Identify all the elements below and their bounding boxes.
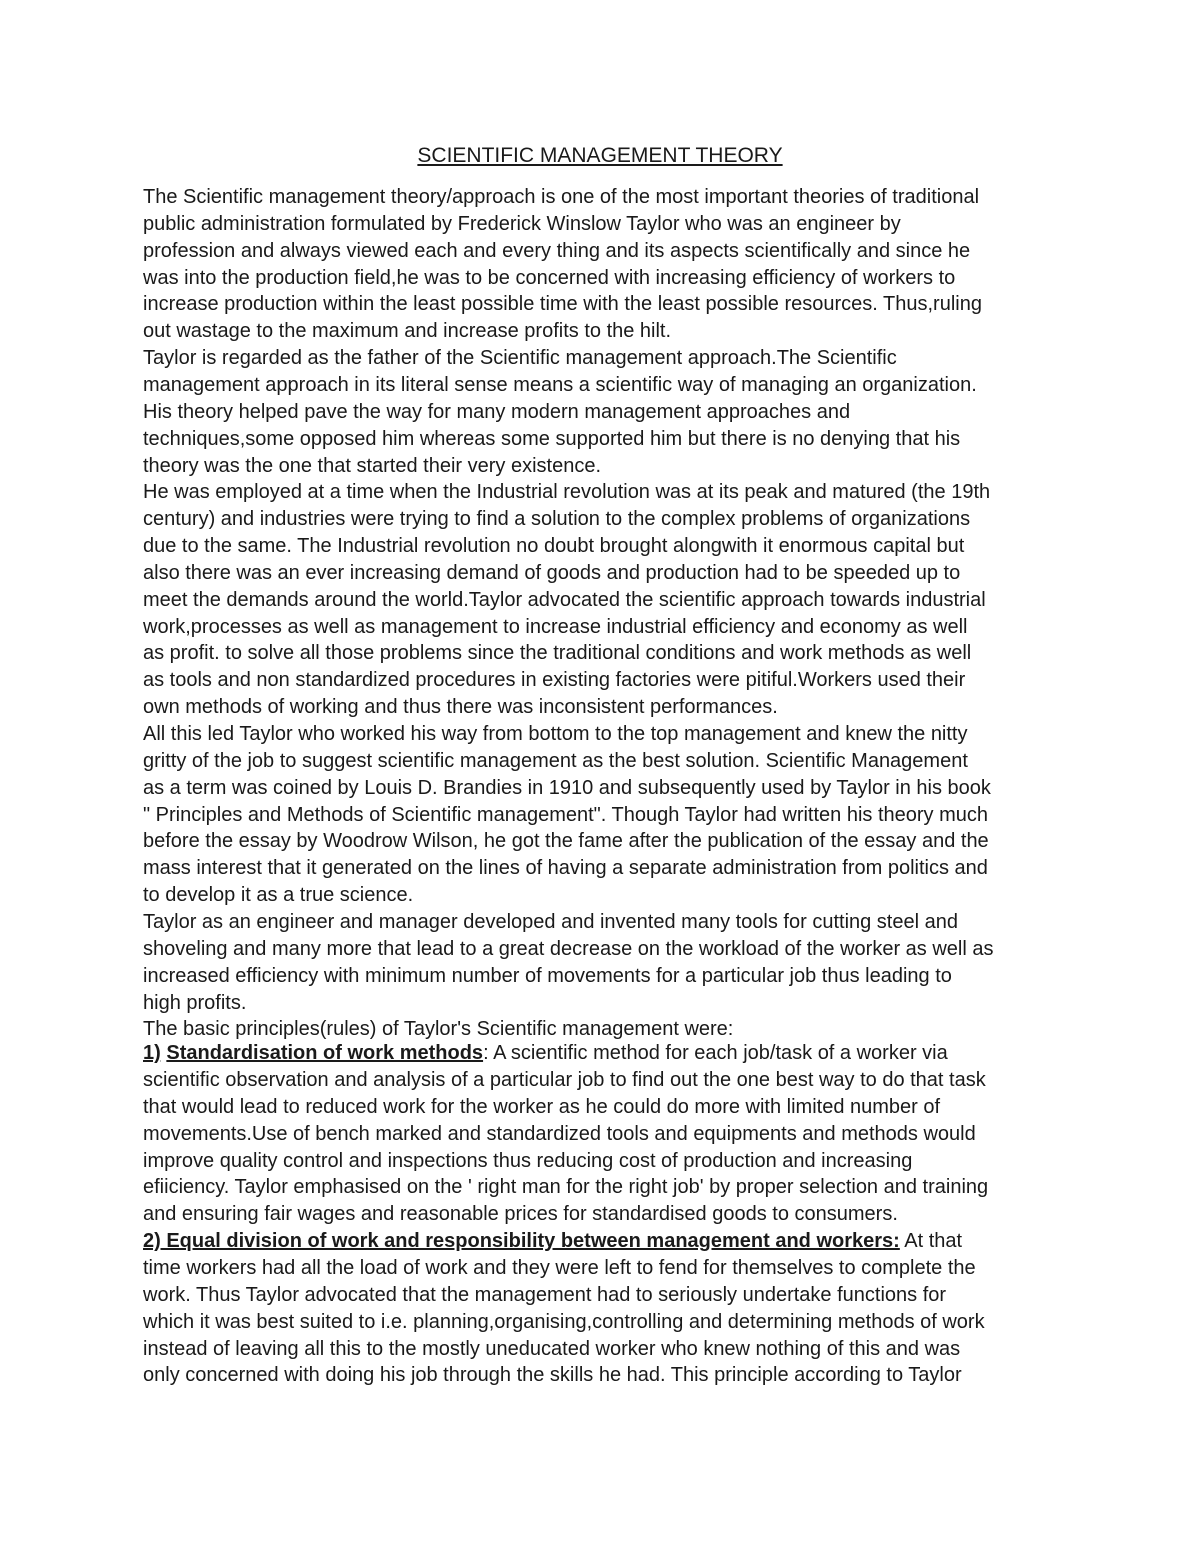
text-line: He was employed at a time when the Industrial revolution was at its peak and matured (the 19th	[143, 481, 991, 504]
text-line: Taylor as an engineer and manager developed and invented many tools for cutting steel and	[143, 910, 958, 933]
text-line: that would lead to reduced work for the worker as he could do more with limited number of	[143, 1095, 941, 1118]
text-line: due to the same. The Industrial revolution no doubt brought alongwith it enormous capital but	[143, 535, 965, 558]
text-line: own methods of working and thus there was inconsistent performances.	[143, 696, 778, 719]
text-line: " Principles and Methods of Scientific management". Though Taylor had written his theory much	[143, 803, 989, 826]
text-line: was into the production field,he was to be concerned with increasing efficiency of workers to	[143, 266, 956, 289]
text-line: as tools and non standardized procedures in existing factories were pitiful.Workers used their	[143, 669, 966, 692]
text-line: theory was the one that started their very existence.	[143, 454, 602, 477]
text-line: increase production within the least possible time with the least possible resources. Thus,ruling	[143, 293, 982, 316]
text-line: out wastage to the maximum and increase profits to the hilt.	[143, 320, 672, 343]
principle-1-number: 1)	[143, 1042, 161, 1064]
text-line: increased efficiency with minimum number of movements for a particular job thus leading to	[143, 964, 952, 987]
text-line: efiiciency. Taylor emphasised on the ' right man for the right job' by proper selection and training	[143, 1176, 989, 1199]
principle-1-line	[143, 1040, 1143, 1066]
text-line: Taylor is regarded as the father of the Scientific management approach.The Scientific	[143, 347, 897, 370]
principle-2-line	[143, 1228, 1143, 1254]
principle-2-lead: At that	[899, 1230, 963, 1252]
text-line: profession and always viewed each and every thing and its aspects scientifically and since he	[143, 239, 971, 262]
text-line: movements.Use of bench marked and standardized tools and equipments and methods would	[143, 1122, 976, 1145]
text-line: The Scientific management theory/approach is one of the most important theories of traditional	[143, 186, 980, 208]
text-line: as profit. to solve all those problems since the traditional conditions and work methods as well	[143, 642, 972, 665]
text-line: His theory helped pave the way for many modern management approaches and	[143, 400, 851, 423]
text-line: work. Thus Taylor advocated that the management had to seriously undertake functions for	[143, 1283, 947, 1306]
text-line: also there was an ever increasing demand of goods and production had to be speeded up to	[143, 561, 961, 584]
text-line: only concerned with doing his job through the skills he had. This principle according to Taylor	[143, 1364, 962, 1387]
text-line: management approach in its literal sense means a scientific way of managing an organization.	[143, 373, 977, 396]
page-title: SCIENTIFIC MANAGEMENT THEORY	[417, 144, 783, 167]
text-line: work,processes as well as management to increase industrial efficiency and economy as well	[143, 615, 968, 638]
principle-1-lead: A scientific method for each job/task of a worker via	[488, 1042, 948, 1064]
text-line: public administration formulated by Frederick Winslow Taylor who was an engineer by	[143, 212, 901, 235]
text-line: high profits.	[143, 991, 247, 1014]
text-line: which it was best suited to i.e. planning,organising,controlling and determining methods of work	[143, 1310, 985, 1333]
text-line: mass interest that it generated on the lines of having a separate administration from politics and	[143, 857, 988, 880]
text-line: improve quality control and inspections thus reducing cost of production and increasing	[143, 1149, 913, 1172]
principle-1-colon: :	[483, 1042, 489, 1064]
text-line: before the essay by Woodrow Wilson, he got the fame after the publication of the essay and the	[143, 830, 989, 853]
text-line: instead of leaving all this to the mostly uneducated worker who knew nothing of this and was	[143, 1337, 961, 1360]
text-line: meet the demands around the world.Taylor advocated the scientific approach towards industrial	[143, 588, 986, 611]
text-line: shoveling and many more that lead to a great decrease on the workload of the worker as well as	[143, 937, 994, 960]
text-line: century) and industries were trying to find a solution to the complex problems of organizations	[143, 508, 971, 531]
text-line: time workers had all the load of work and they were left to fend for themselves to complete the	[143, 1257, 976, 1279]
principle-1-heading: Standardisation of work methods	[166, 1042, 484, 1064]
text-line: and ensuring fair wages and reasonable prices for standardised goods to consumers.	[143, 1203, 898, 1226]
text-line: All this led Taylor who worked his way from bottom to the top management and knew the nitty	[143, 723, 968, 745]
text-line: gritty of the job to suggest scientific management as the best solution. Scientific Management	[143, 749, 968, 772]
text-line: techniques,some opposed him whereas some supported him but there is no denying that his	[143, 427, 961, 450]
text-line: scientific observation and analysis of a particular job to find out the one best way to do that task	[143, 1069, 986, 1091]
principle-2-heading: 2) Equal division of work and responsibility between management and workers:	[143, 1230, 900, 1252]
text-line: to develop it as a true science.	[143, 884, 414, 907]
text-line: as a term was coined by Louis D. Brandies in 1910 and subsequently used by Taylor in his book	[143, 776, 991, 799]
text-line: The basic principles(rules) of Taylor's Scientific management were:	[143, 1018, 734, 1041]
